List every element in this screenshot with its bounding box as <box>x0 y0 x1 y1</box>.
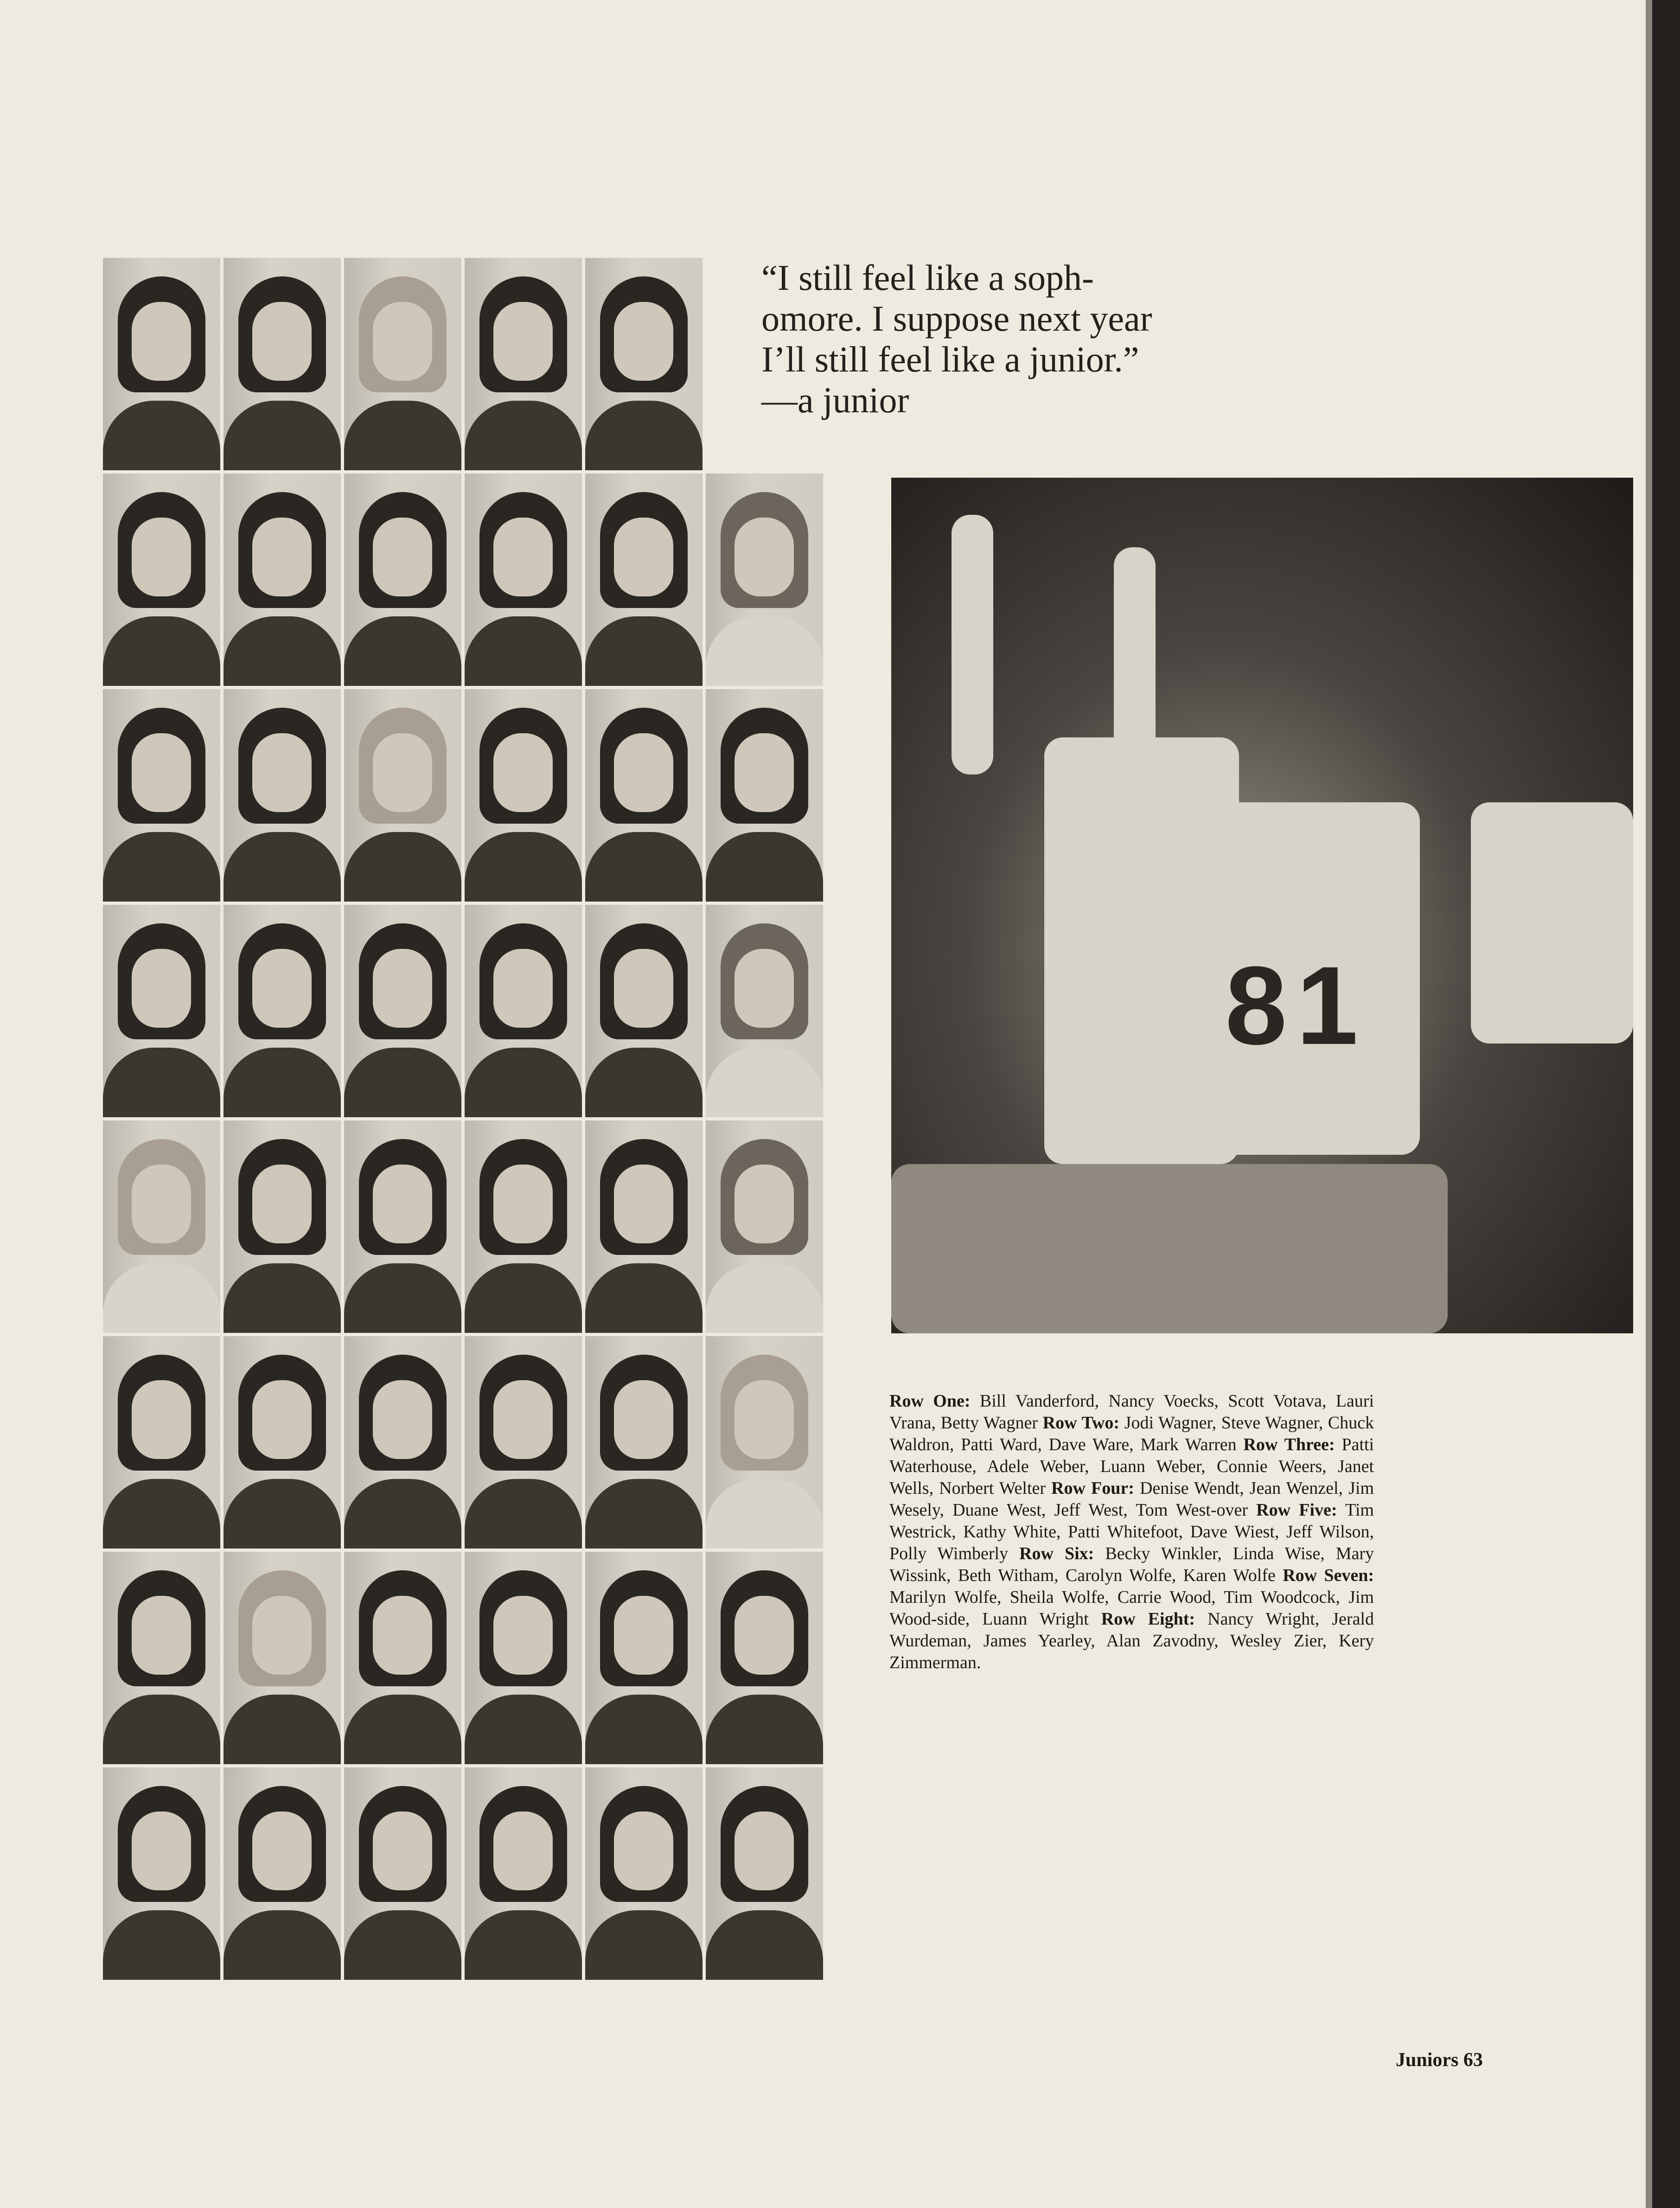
portrait <box>465 1336 582 1549</box>
page-folio <box>1396 2049 1483 2071</box>
caption-row-label: Row Eight: <box>1101 1609 1195 1629</box>
portrait-row-seven <box>103 1552 824 1764</box>
portrait-grid <box>103 258 824 1983</box>
portrait <box>585 905 703 1117</box>
page-number: 63 <box>1463 2049 1483 2071</box>
portrait <box>465 1767 582 1980</box>
section-name: Juniors <box>1396 2049 1459 2071</box>
portrait-row-eight <box>103 1767 824 1980</box>
portrait <box>224 1767 341 1980</box>
portrait <box>224 1120 341 1333</box>
portrait <box>585 1552 703 1764</box>
photo-figure <box>1471 802 1633 1043</box>
portrait <box>344 1336 461 1549</box>
portrait <box>585 258 703 470</box>
portrait <box>224 1336 341 1549</box>
portrait <box>706 1552 823 1764</box>
portrait <box>585 689 703 902</box>
photo-figure <box>952 515 993 774</box>
quote-attribution: —a junior <box>761 380 909 420</box>
portrait <box>344 474 461 686</box>
portrait <box>103 1336 220 1549</box>
caption-row-label: Row Three: <box>1243 1435 1335 1454</box>
portrait <box>706 1336 823 1549</box>
caption-row-label: Row Four: <box>1051 1478 1134 1498</box>
portrait <box>585 1120 703 1333</box>
portrait <box>103 474 220 686</box>
jersey-number: 81 <box>1225 943 1367 1068</box>
portrait <box>224 689 341 902</box>
portrait <box>585 474 703 686</box>
caption-row-names: Nancy Wright, Jerald Wurdeman, James Yearley, Alan Zavodny, Wesley Zier, Kery Zimmerman. <box>889 1609 1374 1672</box>
portrait <box>465 474 582 686</box>
caption-row-names: Patti Waterhouse, Adele Weber, Luann Weber, Connie Weers, Janet Wells, Norbert Welter <box>889 1435 1374 1498</box>
caption-row-label: Row One: <box>889 1391 971 1411</box>
caption-row-names: Becky Winkler, Linda Wise, Mary Wissink, Beth Witham, Carolyn Wolfe, Karen Wolfe <box>889 1544 1374 1585</box>
portrait <box>465 1120 582 1333</box>
portrait <box>344 689 461 902</box>
portrait <box>344 258 461 470</box>
portrait-row-two <box>103 474 824 686</box>
portrait <box>465 258 582 470</box>
caption-row-label: Row Six: <box>1019 1544 1094 1563</box>
caption-row-label: Row Seven: <box>1283 1566 1374 1585</box>
portrait <box>465 1552 582 1764</box>
quote-line: omore. I suppose next year <box>761 298 1152 339</box>
portrait <box>585 1336 703 1549</box>
portrait <box>344 1552 461 1764</box>
name-caption <box>889 1390 1374 1674</box>
portrait-row-six <box>103 1336 824 1549</box>
portrait <box>465 905 582 1117</box>
portrait <box>103 1767 220 1980</box>
portrait <box>224 1552 341 1764</box>
portrait <box>706 474 823 686</box>
quote-line: “I still feel like a soph- <box>761 257 1094 298</box>
photo-figure <box>1114 547 1156 756</box>
caption-row-names: Bill Vanderford, Nancy Voecks, Scott Votava, Lauri Vrana, Betty Wagner <box>889 1391 1374 1433</box>
portrait <box>103 1120 220 1333</box>
caption-row-names: Denise Wendt, Jean Wenzel, Jim Wesely, Duane West, Jeff West, Tom West-over <box>889 1478 1374 1520</box>
portrait <box>344 1120 461 1333</box>
portrait <box>224 905 341 1117</box>
page-binding-edge <box>1652 0 1680 2208</box>
portrait <box>224 258 341 470</box>
portrait-row-one <box>103 258 824 470</box>
portrait <box>103 905 220 1117</box>
portrait-row-four <box>103 905 824 1117</box>
crowd-photo <box>891 478 1633 1333</box>
portrait <box>706 1120 823 1333</box>
portrait <box>224 474 341 686</box>
portrait <box>706 1767 823 1980</box>
photo-figure <box>891 1164 1448 1333</box>
portrait <box>706 689 823 902</box>
caption-row-label: Row Two: <box>1042 1413 1120 1433</box>
portrait-row-five <box>103 1120 824 1333</box>
portrait <box>103 258 220 470</box>
quote-line: I’ll still feel like a junior.” <box>761 339 1139 379</box>
page-edge-shadow <box>1646 0 1652 2208</box>
portrait-row-three <box>103 689 824 902</box>
portrait <box>706 905 823 1117</box>
portrait <box>344 1767 461 1980</box>
caption-row-names: Tim Westrick, Kathy White, Patti Whitefoot, Dave Wiest, Jeff Wilson, Polly Wimberly <box>889 1500 1374 1563</box>
portrait <box>465 689 582 902</box>
caption-row-label: Row Five: <box>1256 1500 1337 1520</box>
portrait <box>585 1767 703 1980</box>
portrait <box>103 689 220 902</box>
portrait <box>344 905 461 1117</box>
pull-quote <box>761 257 1197 421</box>
caption-row-names: Jodi Wagner, Steve Wagner, Chuck Waldron, Patti Ward, Dave Ware, Mark Warren <box>889 1413 1374 1454</box>
portrait <box>103 1552 220 1764</box>
caption-row-names: Marilyn Wolfe, Sheila Wolfe, Carrie Wood, Tim Woodcock, Jim Wood-side, Luann Wright <box>889 1587 1374 1629</box>
